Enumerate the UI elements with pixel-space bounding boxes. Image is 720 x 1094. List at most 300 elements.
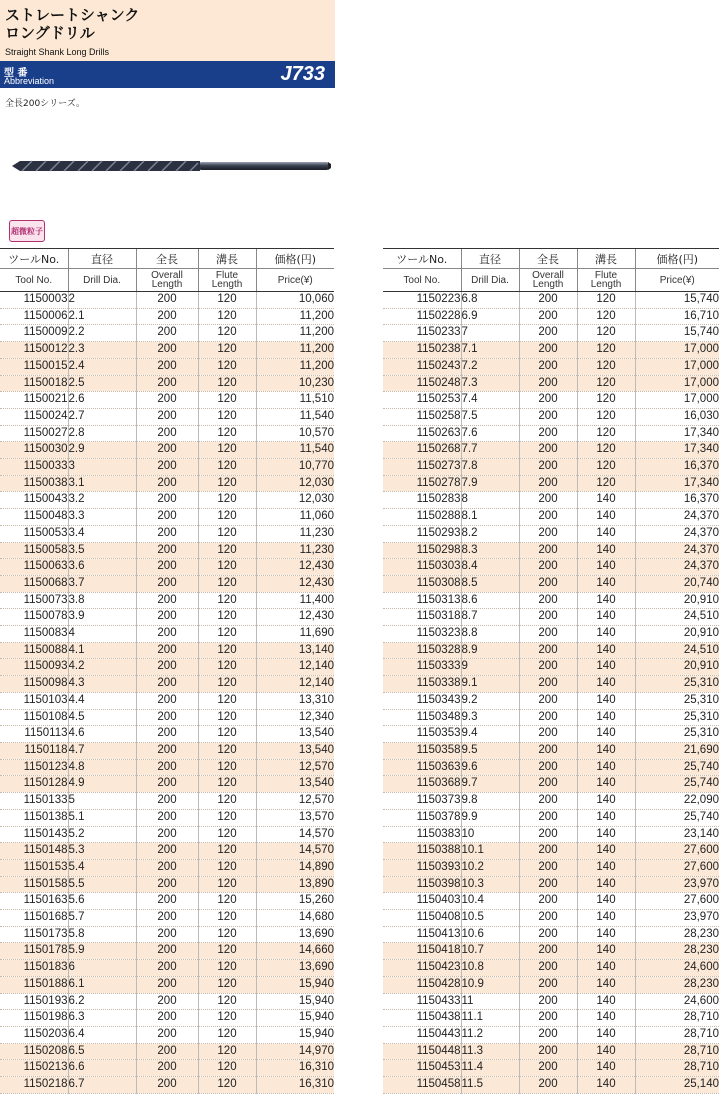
overall-length-cell: 200 — [519, 325, 577, 342]
flute-length-cell: 120 — [198, 408, 256, 425]
flute-length-cell: 140 — [577, 542, 635, 559]
price-cell: 16,310 — [256, 1060, 334, 1077]
diameter-cell: 8.6 — [461, 592, 519, 609]
price-cell: 13,690 — [256, 960, 334, 977]
flute-length-cell: 120 — [198, 425, 256, 442]
overall-length-cell: 200 — [136, 1060, 198, 1077]
table-row — [383, 893, 719, 910]
diameter-cell: 3.7 — [68, 575, 136, 592]
price-cell: 13,540 — [256, 742, 334, 759]
diameter-cell: 7 — [461, 325, 519, 342]
diameter-cell: 3.6 — [68, 559, 136, 576]
flute-length-cell: 140 — [577, 943, 635, 960]
table-row — [383, 575, 719, 592]
diameter-cell: 9.7 — [461, 776, 519, 793]
price-cell: 13,890 — [256, 876, 334, 893]
tool-no-cell: 1150009 — [0, 325, 68, 342]
table-row — [0, 292, 334, 309]
flute-length-cell: 120 — [198, 375, 256, 392]
diameter-cell: 6.4 — [68, 1026, 136, 1043]
overall-length-cell: 200 — [519, 308, 577, 325]
overall-length-cell: 200 — [519, 425, 577, 442]
price-cell: 24,370 — [635, 525, 719, 542]
price-cell: 12,140 — [256, 676, 334, 693]
price-cell: 25,740 — [635, 776, 719, 793]
diameter-cell: 11.4 — [461, 1060, 519, 1077]
tool-no-cell: 1150328 — [383, 642, 461, 659]
overall-length-cell: 200 — [519, 1043, 577, 1060]
diameter-cell: 2.9 — [68, 442, 136, 459]
price-cell: 13,690 — [256, 926, 334, 943]
tool-no-cell: 1150308 — [383, 575, 461, 592]
overall-length-cell: 200 — [519, 575, 577, 592]
overall-length-cell: 200 — [136, 993, 198, 1010]
table-row — [383, 726, 719, 743]
col-flute-ja: 溝長 — [577, 249, 635, 269]
tool-no-cell: 1150383 — [383, 826, 461, 843]
price-cell: 25,140 — [635, 1077, 719, 1094]
overall-length-cell: 200 — [519, 659, 577, 676]
tool-no-cell: 1150443 — [383, 1026, 461, 1043]
col-price-ja: 価格(円) — [635, 249, 719, 269]
overall-length-cell: 200 — [519, 993, 577, 1010]
price-cell: 10,770 — [256, 459, 334, 476]
price-cell: 23,970 — [635, 910, 719, 927]
col-dia-en: Drill Dia. — [461, 269, 519, 292]
diameter-cell: 10.8 — [461, 960, 519, 977]
diameter-cell: 6 — [68, 960, 136, 977]
tool-no-cell: 1150258 — [383, 408, 461, 425]
diameter-cell: 8.2 — [461, 525, 519, 542]
flute-length-cell: 140 — [577, 1010, 635, 1027]
overall-length-cell: 200 — [519, 1010, 577, 1027]
price-cell: 12,030 — [256, 475, 334, 492]
diameter-cell: 2.1 — [68, 308, 136, 325]
tool-no-cell: 1150073 — [0, 592, 68, 609]
flute-length-cell: 120 — [198, 659, 256, 676]
overall-length-cell: 200 — [136, 776, 198, 793]
tool-no-cell: 1150193 — [0, 993, 68, 1010]
diameter-cell: 5.9 — [68, 943, 136, 960]
diameter-cell: 6.3 — [68, 1010, 136, 1027]
price-cell: 22,090 — [635, 793, 719, 810]
overall-length-cell: 200 — [519, 859, 577, 876]
table-row — [383, 308, 719, 325]
flute-length-cell: 120 — [577, 292, 635, 309]
product-title-ja — [5, 6, 139, 42]
flute-length-cell: 120 — [198, 826, 256, 843]
table-row — [0, 726, 334, 743]
flute-length-cell: 120 — [198, 592, 256, 609]
tool-no-cell: 1150233 — [383, 325, 461, 342]
tool-no-cell: 1150413 — [383, 926, 461, 943]
tool-no-cell: 1150143 — [0, 826, 68, 843]
overall-length-cell: 200 — [519, 408, 577, 425]
table-body-right — [383, 292, 719, 1094]
table-row — [383, 776, 719, 793]
overall-length-cell: 200 — [519, 926, 577, 943]
flute-length-cell: 140 — [577, 659, 635, 676]
price-cell: 13,540 — [256, 726, 334, 743]
flute-length-cell: 120 — [198, 459, 256, 476]
overall-length-cell: 200 — [519, 910, 577, 927]
flute-length-cell: 120 — [198, 793, 256, 810]
tool-no-cell: 1150203 — [0, 1026, 68, 1043]
abbreviation-label-ja: 型 番 — [4, 68, 28, 79]
table-row — [383, 559, 719, 576]
table-row — [0, 542, 334, 559]
table-row — [383, 793, 719, 810]
diameter-cell: 11 — [461, 993, 519, 1010]
abbreviation-label-en: Abbreviation — [4, 76, 55, 86]
price-cell: 11,200 — [256, 358, 334, 375]
diameter-cell: 4.5 — [68, 709, 136, 726]
col-len-en — [136, 269, 198, 292]
flute-length-cell: 120 — [198, 843, 256, 860]
diameter-cell: 7.5 — [461, 408, 519, 425]
flute-length-cell: 120 — [198, 1010, 256, 1027]
diameter-cell: 11.5 — [461, 1077, 519, 1094]
diameter-cell: 9.6 — [461, 759, 519, 776]
tool-no-cell: 1150278 — [383, 475, 461, 492]
overall-length-cell: 200 — [519, 392, 577, 409]
price-cell: 16,370 — [635, 459, 719, 476]
flute-length-cell: 120 — [198, 776, 256, 793]
price-cell: 11,200 — [256, 325, 334, 342]
price-cell: 16,710 — [635, 308, 719, 325]
flute-length-cell: 120 — [198, 692, 256, 709]
table-row — [0, 993, 334, 1010]
table-row — [0, 1077, 334, 1094]
tool-no-cell: 1150303 — [383, 559, 461, 576]
table-row — [0, 843, 334, 860]
overall-length-cell: 200 — [136, 676, 198, 693]
overall-length-cell: 200 — [136, 509, 198, 526]
price-cell: 24,510 — [635, 609, 719, 626]
diameter-cell: 9.5 — [461, 742, 519, 759]
diameter-cell: 6.5 — [68, 1043, 136, 1060]
table-row — [0, 1043, 334, 1060]
price-cell: 11,230 — [256, 525, 334, 542]
tool-no-cell: 1150118 — [0, 742, 68, 759]
table-row — [0, 592, 334, 609]
tool-no-cell: 1150298 — [383, 542, 461, 559]
table-row — [0, 575, 334, 592]
price-cell: 28,230 — [635, 926, 719, 943]
table-row — [0, 626, 334, 643]
diameter-cell: 11.2 — [461, 1026, 519, 1043]
flute-length-cell: 120 — [198, 893, 256, 910]
diameter-cell: 3 — [68, 459, 136, 476]
flute-length-cell: 140 — [577, 843, 635, 860]
diameter-cell: 9.8 — [461, 793, 519, 810]
overall-length-cell: 200 — [136, 809, 198, 826]
price-cell: 25,310 — [635, 726, 719, 743]
overall-length-cell: 200 — [136, 943, 198, 960]
overall-length-cell: 200 — [136, 592, 198, 609]
tool-no-cell: 1150213 — [0, 1060, 68, 1077]
price-cell: 17,000 — [635, 342, 719, 359]
title-line-2: ロングドリル — [5, 24, 95, 42]
drill-illustration — [10, 158, 332, 174]
diameter-cell: 5.4 — [68, 859, 136, 876]
tool-no-cell: 1150058 — [0, 542, 68, 559]
table-row — [383, 408, 719, 425]
diameter-cell: 8.7 — [461, 609, 519, 626]
table-row — [0, 425, 334, 442]
flute-length-cell: 120 — [198, 609, 256, 626]
table-row — [0, 1026, 334, 1043]
tool-no-cell: 1150438 — [383, 1010, 461, 1027]
diameter-cell: 6.2 — [68, 993, 136, 1010]
table-row — [383, 926, 719, 943]
table-row — [383, 910, 719, 927]
overall-length-cell: 200 — [519, 776, 577, 793]
diameter-cell: 2.4 — [68, 358, 136, 375]
diameter-cell: 10.4 — [461, 893, 519, 910]
overall-length-cell: 200 — [519, 592, 577, 609]
flute-length-cell: 120 — [198, 492, 256, 509]
diameter-cell: 5.7 — [68, 910, 136, 927]
diameter-cell: 6.1 — [68, 976, 136, 993]
diameter-cell: 6.7 — [68, 1077, 136, 1094]
tool-no-cell: 1150048 — [0, 509, 68, 526]
price-cell: 10,060 — [256, 292, 334, 309]
overall-length-cell: 200 — [519, 509, 577, 526]
flute-length-cell: 140 — [577, 859, 635, 876]
overall-length-cell: 200 — [519, 793, 577, 810]
tool-no-cell: 1150268 — [383, 442, 461, 459]
flute-length-cell: 140 — [577, 592, 635, 609]
table-row — [383, 375, 719, 392]
col-flute-en-2: Length — [590, 279, 622, 290]
diameter-cell: 7.9 — [461, 475, 519, 492]
flute-length-cell: 120 — [577, 375, 635, 392]
diameter-cell: 8.4 — [461, 559, 519, 576]
tool-no-cell: 1150358 — [383, 742, 461, 759]
diameter-cell: 9.1 — [461, 676, 519, 693]
diameter-cell: 4.7 — [68, 742, 136, 759]
diameter-cell: 8 — [461, 492, 519, 509]
table-row — [0, 642, 334, 659]
flute-length-cell: 120 — [198, 525, 256, 542]
table-row — [0, 893, 334, 910]
price-cell: 16,030 — [635, 408, 719, 425]
flute-length-cell: 120 — [198, 575, 256, 592]
table-row — [0, 742, 334, 759]
flute-length-cell: 140 — [577, 726, 635, 743]
price-cell: 15,740 — [635, 325, 719, 342]
overall-length-cell: 200 — [136, 325, 198, 342]
col-tool-en: Tool No. — [0, 269, 68, 292]
price-cell: 15,940 — [256, 993, 334, 1010]
price-cell: 17,000 — [635, 375, 719, 392]
overall-length-cell: 200 — [519, 292, 577, 309]
table-row — [383, 642, 719, 659]
price-cell: 11,400 — [256, 592, 334, 609]
tool-no-cell: 1150398 — [383, 876, 461, 893]
abbreviation-code: J733 — [280, 63, 325, 85]
tool-no-cell: 1150113 — [0, 726, 68, 743]
overall-length-cell: 200 — [519, 943, 577, 960]
table-row — [0, 793, 334, 810]
flute-length-cell: 140 — [577, 575, 635, 592]
flute-length-cell: 140 — [577, 926, 635, 943]
flute-length-cell: 120 — [198, 559, 256, 576]
tool-no-cell: 1150027 — [0, 425, 68, 442]
diameter-cell: 4.6 — [68, 726, 136, 743]
col-price-en: Price(¥) — [256, 269, 334, 292]
overall-length-cell: 200 — [519, 976, 577, 993]
price-cell: 25,310 — [635, 692, 719, 709]
price-cell: 28,710 — [635, 1026, 719, 1043]
price-cell: 21,690 — [635, 742, 719, 759]
table-row — [0, 926, 334, 943]
overall-length-cell: 200 — [136, 843, 198, 860]
table-row — [383, 542, 719, 559]
flute-length-cell: 120 — [198, 859, 256, 876]
flute-length-cell: 120 — [198, 976, 256, 993]
price-cell: 15,740 — [635, 292, 719, 309]
table-row — [383, 709, 719, 726]
flute-length-cell: 120 — [198, 742, 256, 759]
table-row — [0, 759, 334, 776]
table-row — [383, 609, 719, 626]
flute-length-cell: 120 — [198, 1026, 256, 1043]
diameter-cell: 6.8 — [461, 292, 519, 309]
price-cell: 24,370 — [635, 509, 719, 526]
overall-length-cell: 200 — [136, 1026, 198, 1043]
tool-no-cell: 1150348 — [383, 709, 461, 726]
tool-no-cell: 1150323 — [383, 626, 461, 643]
price-cell: 11,230 — [256, 542, 334, 559]
table-row — [0, 459, 334, 476]
tool-no-cell: 1150293 — [383, 525, 461, 542]
tool-no-cell: 1150218 — [0, 1077, 68, 1094]
flute-length-cell: 120 — [577, 342, 635, 359]
tool-no-cell: 1150021 — [0, 392, 68, 409]
flute-length-cell: 120 — [198, 726, 256, 743]
tool-no-cell: 1150108 — [0, 709, 68, 726]
diameter-cell: 7.1 — [461, 342, 519, 359]
flute-length-cell: 120 — [198, 1043, 256, 1060]
col-tool-en: Tool No. — [383, 269, 461, 292]
diameter-cell: 7.7 — [461, 442, 519, 459]
tool-no-cell: 1150168 — [0, 910, 68, 927]
table-row — [383, 676, 719, 693]
price-cell: 23,140 — [635, 826, 719, 843]
overall-length-cell: 200 — [519, 843, 577, 860]
overall-length-cell: 200 — [519, 960, 577, 977]
tool-no-cell: 1150148 — [0, 843, 68, 860]
overall-length-cell: 200 — [136, 960, 198, 977]
overall-length-cell: 200 — [136, 742, 198, 759]
diameter-cell: 10.2 — [461, 859, 519, 876]
tool-no-cell: 1150078 — [0, 609, 68, 626]
overall-length-cell: 200 — [136, 425, 198, 442]
diameter-cell: 10.5 — [461, 910, 519, 927]
table-row — [0, 509, 334, 526]
tool-no-cell: 1150098 — [0, 676, 68, 693]
overall-length-cell: 200 — [136, 976, 198, 993]
overall-length-cell: 200 — [519, 609, 577, 626]
overall-length-cell: 200 — [519, 492, 577, 509]
overall-length-cell: 200 — [136, 910, 198, 927]
diameter-cell: 2 — [68, 292, 136, 309]
price-cell: 15,260 — [256, 893, 334, 910]
flute-length-cell: 120 — [198, 358, 256, 375]
overall-length-cell: 200 — [136, 392, 198, 409]
table-row — [383, 1043, 719, 1060]
flute-length-cell: 140 — [577, 759, 635, 776]
price-cell: 20,910 — [635, 626, 719, 643]
overall-length-cell: 200 — [136, 525, 198, 542]
tool-no-cell: 1150178 — [0, 943, 68, 960]
diameter-cell: 4.2 — [68, 659, 136, 676]
overall-length-cell: 200 — [519, 1077, 577, 1094]
table-row — [0, 709, 334, 726]
tool-no-cell: 1150188 — [0, 976, 68, 993]
tool-no-cell: 1150238 — [383, 342, 461, 359]
diameter-cell: 2.8 — [68, 425, 136, 442]
table-row — [383, 525, 719, 542]
flute-length-cell: 140 — [577, 609, 635, 626]
table-row — [383, 1010, 719, 1027]
tool-no-cell: 1150223 — [383, 292, 461, 309]
price-cell: 20,910 — [635, 592, 719, 609]
flute-length-cell: 120 — [577, 308, 635, 325]
overall-length-cell: 200 — [136, 375, 198, 392]
overall-length-cell: 200 — [136, 308, 198, 325]
diameter-cell: 5.5 — [68, 876, 136, 893]
tool-no-cell: 1150068 — [0, 575, 68, 592]
abbreviation-bar — [0, 61, 335, 88]
overall-length-cell: 200 — [136, 342, 198, 359]
price-cell: 14,660 — [256, 943, 334, 960]
flute-length-cell: 140 — [577, 910, 635, 927]
price-cell: 17,000 — [635, 358, 719, 375]
diameter-cell: 4.9 — [68, 776, 136, 793]
tool-no-cell: 1150083 — [0, 626, 68, 643]
flute-length-cell: 140 — [577, 559, 635, 576]
flute-length-cell: 140 — [577, 876, 635, 893]
flute-length-cell: 140 — [577, 642, 635, 659]
table-row — [383, 358, 719, 375]
tool-no-cell: 1150103 — [0, 692, 68, 709]
diameter-cell: 11.3 — [461, 1043, 519, 1060]
overall-length-cell: 200 — [136, 408, 198, 425]
tool-no-cell: 1150128 — [0, 776, 68, 793]
diameter-cell: 10.9 — [461, 976, 519, 993]
table-row — [383, 592, 719, 609]
table-row — [0, 559, 334, 576]
tool-no-cell: 1150243 — [383, 358, 461, 375]
price-cell: 24,600 — [635, 993, 719, 1010]
overall-length-cell: 200 — [136, 893, 198, 910]
table-row — [0, 342, 334, 359]
flute-length-cell: 120 — [198, 910, 256, 927]
flute-length-cell: 120 — [198, 876, 256, 893]
diameter-cell: 3.1 — [68, 475, 136, 492]
overall-length-cell: 200 — [519, 525, 577, 542]
table-row — [0, 442, 334, 459]
tool-no-cell: 1150433 — [383, 993, 461, 1010]
flute-length-cell: 120 — [198, 342, 256, 359]
table-row — [383, 475, 719, 492]
price-cell: 10,570 — [256, 425, 334, 442]
overall-length-cell: 200 — [136, 542, 198, 559]
table-row — [0, 1060, 334, 1077]
